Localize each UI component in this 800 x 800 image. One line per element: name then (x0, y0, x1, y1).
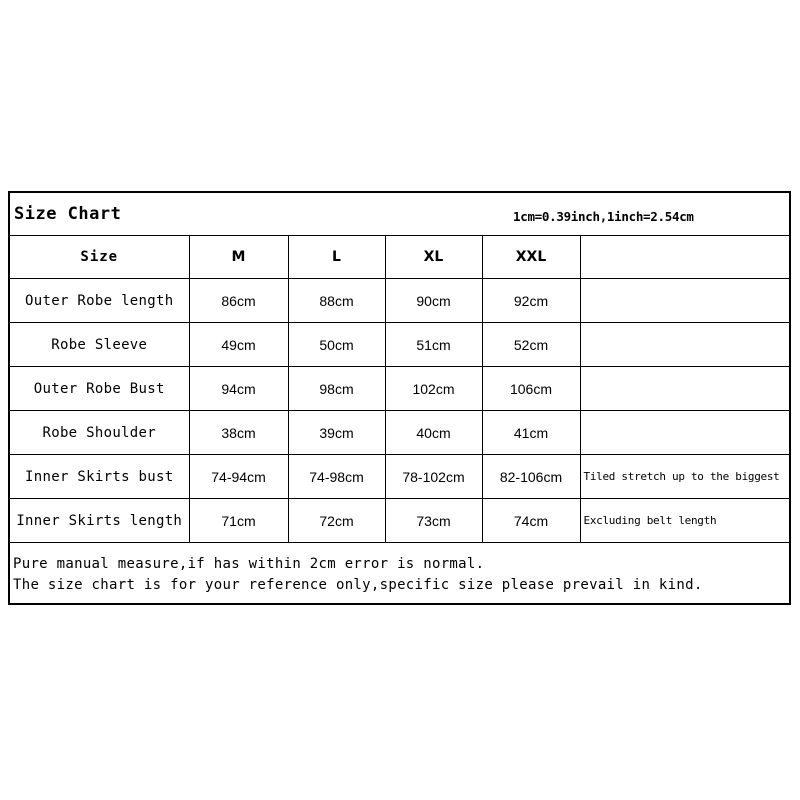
table-row (10, 499, 789, 543)
cell-m: 71cm (189, 499, 288, 543)
row-note (580, 279, 789, 323)
row-note (580, 323, 789, 367)
cell-l: 88cm (288, 279, 385, 323)
header-row (10, 235, 789, 279)
row-note (580, 411, 789, 455)
cell-l: 98cm (288, 367, 385, 411)
size-table (10, 235, 789, 543)
row-label: Inner Skirts length (10, 499, 189, 543)
cell-xxl: 82-106cm (482, 455, 580, 499)
cell-m: 38cm (189, 411, 288, 455)
footer-line: Pure manual measure,if has within 2cm error is normal. (13, 556, 485, 572)
table-row (10, 323, 789, 367)
cell-m: 86cm (189, 279, 288, 323)
cell-xl: 40cm (385, 411, 482, 455)
row-label: Outer Robe length (10, 279, 189, 323)
footer-notes (13, 554, 783, 596)
cell-xl: 78-102cm (385, 455, 482, 499)
cell-m: 74-94cm (189, 455, 288, 499)
cell-xl: 90cm (385, 279, 482, 323)
header-size: Size (10, 235, 189, 279)
cell-xxl: 52cm (482, 323, 580, 367)
cell-xxl: 41cm (482, 411, 580, 455)
cell-xxl: 106cm (482, 367, 580, 411)
unit-conversion-note: 1cm=0.39inch,1inch=2.54cm (513, 209, 694, 224)
row-label: Robe Sleeve (10, 323, 189, 367)
row-label: Inner Skirts bust (10, 455, 189, 499)
table-row (10, 279, 789, 323)
header-xxl: XXL (482, 235, 580, 279)
row-label: Robe Shoulder (10, 411, 189, 455)
cell-l: 39cm (288, 411, 385, 455)
row-note (580, 367, 789, 411)
cell-xl: 102cm (385, 367, 482, 411)
cell-xxl: 92cm (482, 279, 580, 323)
table-row (10, 367, 789, 411)
size-chart (8, 191, 791, 605)
header-xl: XL (385, 235, 482, 279)
table-row (10, 411, 789, 455)
cell-xxl: 74cm (482, 499, 580, 543)
header-m: M (189, 235, 288, 279)
chart-title: Size Chart (14, 204, 122, 224)
cell-l: 74-98cm (288, 455, 385, 499)
footer-line: The size chart is for your reference only,specific size please prevail in kind. (13, 577, 703, 593)
cell-m: 94cm (189, 367, 288, 411)
row-note: Excluding belt length (580, 499, 789, 543)
row-label: Outer Robe Bust (10, 367, 189, 411)
cell-l: 72cm (288, 499, 385, 543)
cell-xl: 73cm (385, 499, 482, 543)
header-notes (580, 235, 789, 279)
header-l: L (288, 235, 385, 279)
cell-m: 49cm (189, 323, 288, 367)
title-row (10, 193, 789, 236)
cell-l: 50cm (288, 323, 385, 367)
table-row (10, 455, 789, 499)
row-note: Tiled stretch up to the biggest (580, 455, 789, 499)
cell-xl: 51cm (385, 323, 482, 367)
